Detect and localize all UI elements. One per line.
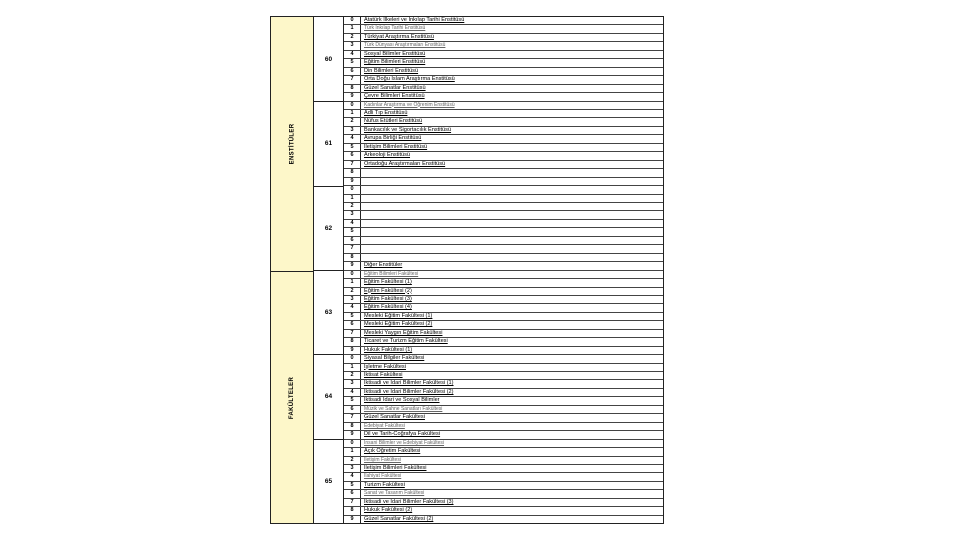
table-row [344,254,663,262]
row-name [361,228,663,235]
row-name [361,178,663,185]
table-row [344,25,663,33]
row-digit: 3 [344,465,361,472]
table-row [344,34,663,42]
table-row [344,211,663,219]
row-name: İktisadi ve İdari Bilimler Fakültesi (1) [364,380,454,387]
row-digit: 9 [344,431,361,438]
row-name: Mesleki Eğitim Fakültesi (1) [364,312,433,319]
table-row [344,338,663,346]
table-row [344,178,663,186]
table-row [344,59,663,67]
row-name: İşletme Fakültesi [364,363,406,370]
row-name [361,220,663,227]
table-row [344,102,663,110]
row-name: İletişim Bilimleri Enstitüsü [364,143,428,150]
row-digit: 1 [344,364,361,371]
row-digit: 6 [344,68,361,75]
table-row [344,220,663,228]
table-row [344,473,663,481]
row-name: Siyasal Bilgiler Fakültesi [364,355,425,362]
row-digit: 7 [344,414,361,421]
row-name [361,237,663,244]
row-digit: 5 [344,313,361,320]
table-row [344,228,663,236]
row-name: Mesleki Yaygın Eğitim Fakültesi [364,329,443,336]
row-digit: 0 [344,186,361,193]
row-name: İktisadi ve İdari Bilimler Fakültesi (2) [364,388,454,395]
table-row [344,245,663,253]
row-name: Avrupa Birliği Enstitüsü [364,135,422,142]
row-digit: 9 [344,347,361,354]
row-name: Hukuk Fakültesi (2) [364,507,413,514]
row-name: Adli Tıp Enstitüsü [364,109,408,116]
table-row [344,144,663,152]
row-digit: 2 [344,118,361,125]
row-name: Edebiyat Fakültesi [364,422,405,429]
row-digit: 9 [344,93,361,100]
row-digit: 4 [344,51,361,58]
row-name: Sosyal Bilimler Enstitüsü [364,50,426,57]
row-digit: 8 [344,507,361,514]
row-name: Sanat ve Tasarım Fakültesi [364,490,425,497]
table-row [344,296,663,304]
row-digit: 1 [344,195,361,202]
row-digit: 4 [344,473,361,480]
row-digit: 3 [344,380,361,387]
row-name: İletişim Fakültesi [364,456,401,463]
row-digit: 3 [344,127,361,134]
table-row [344,330,663,338]
group-code: 64 [314,354,343,438]
table-row [344,313,663,321]
table-row [344,516,663,524]
row-digit: 8 [344,254,361,261]
row-name [361,195,663,202]
row-name: Eğitim Fakültesi (3) [364,295,412,302]
table-row [344,321,663,329]
row-digit: 5 [344,228,361,235]
row-name [361,169,663,176]
row-digit: 9 [344,262,361,269]
category-label: ENSTİTÜLER [288,123,295,165]
category-label: FAKÜLTELER [289,376,296,419]
row-digit: 4 [344,389,361,396]
row-name: İlahiyat Fakültesi [364,473,402,480]
category-faculties [271,271,313,523]
table-row [344,482,663,490]
row-name [361,245,663,252]
table-row [344,372,663,380]
group-code: 65 [314,439,343,523]
table-row [344,380,663,388]
row-name: Çevre Bilimleri Enstitüsü [364,93,425,100]
row-digit: 6 [344,321,361,328]
row-digit: 0 [344,271,361,278]
table-row [344,186,663,194]
table-row [344,118,663,126]
row-digit: 5 [344,59,361,66]
table-row [344,237,663,245]
category-institutes [271,17,313,271]
table-row [344,135,663,143]
row-digit: 0 [344,440,361,447]
table-row [344,288,663,296]
row-name: Ticaret ve Turizm Eğitim Fakültesi [364,338,448,345]
table-row [344,93,663,101]
table-row [344,17,663,25]
table-row [344,431,663,439]
table-row [344,465,663,473]
row-name: Diğer Enstitüler [364,262,403,269]
row-digit: 7 [344,161,361,168]
table-row [344,169,663,177]
row-name: Eğitim Bilimleri Enstitüsü [364,59,426,66]
row-digit: 6 [344,237,361,244]
group-code: 60 [324,55,333,63]
table-row [344,152,663,160]
table-row [344,507,663,515]
row-digit: 0 [344,355,361,362]
row-digit: 9 [344,516,361,524]
row-digit: 5 [344,144,361,151]
row-digit: 5 [344,397,361,404]
row-name: İktisat Fakültesi [364,372,403,379]
row-name: Açık Öğretim Fakültesi [364,448,421,455]
table-row [344,304,663,312]
row-digit: 3 [344,211,361,218]
table-row [344,279,663,287]
row-name: Hukuk Fakültesi (1) [364,346,413,353]
row-digit: 2 [344,203,361,210]
row-digit: 1 [344,448,361,455]
table-row [344,490,663,498]
group-code: 63 [314,270,343,354]
row-name [361,211,663,218]
table-row [344,68,663,76]
row-digit: 1 [344,110,361,117]
row-digit: 1 [344,25,361,32]
row-digit: 4 [344,304,361,311]
row-name: İktisadi İdari ve Sosyal Bilimler [364,397,440,404]
group-code: 62 [314,186,343,270]
row-name: Mesleki Eğitim Fakültesi (2) [364,321,433,328]
row-digit: 7 [344,76,361,83]
row-name: Din Bilimleri Enstitüsü [364,67,419,74]
row-digit: 0 [344,17,361,24]
table-row [344,499,663,507]
row-name: Türk İnkılap Tarihi Enstitüsü [364,25,426,32]
row-digit: 2 [344,372,361,379]
classification-table [270,16,664,524]
row-name: Eğitim Fakültesi (4) [364,304,412,311]
row-name: İnsani Bilimler ve Edebiyat Fakültesi [364,439,445,446]
row-digit: 8 [344,85,361,92]
row-name: Orta Doğu İslam Araştırma Enstitüsü [364,76,455,83]
row-digit: 7 [344,330,361,337]
row-name [361,203,663,210]
row-digit: 0 [344,102,361,109]
row-digit: 4 [344,220,361,227]
row-digit: 5 [344,482,361,489]
row-digit: 9 [344,178,361,185]
table-row [344,457,663,465]
table-row [344,414,663,422]
table-row [344,440,663,448]
table-row [344,85,663,93]
row-name: Türkiyat Araştırma Enstitüsü [364,33,434,40]
row-name: Eğitim Fakültesi (1) [364,279,412,286]
row-name: Bankacılık ve Sigortacılık Enstitüsü [364,126,452,133]
table-row [344,347,663,355]
row-name: Güzel Sanatlar Fakültesi [364,414,425,421]
table-row [344,51,663,59]
group-code: 61 [314,101,343,185]
row-name: İktisadi ve İdari Bilimler Fakültesi (3) [364,498,454,505]
row-name: Dil ve Tarih-Coğrafya Fakültesi [364,431,441,438]
row-name: Turizm Fakültesi [364,481,405,488]
row-digit: 6 [344,406,361,413]
table-row [344,423,663,431]
row-digit: 1 [344,279,361,286]
table-row [344,262,663,270]
row-name [361,254,663,261]
row-digit: 7 [344,499,361,506]
row-digit: 7 [344,245,361,252]
table-row [344,448,663,456]
row-digit: 4 [344,135,361,142]
table-row [344,161,663,169]
row-name: Ortadoğu Araştırmaları Enstitüsü [364,160,446,167]
table-row [344,110,663,118]
row-name: Güzel Sanatlar Enstitüsü [364,84,426,91]
row-name: Eğitim Bilimleri Fakültesi [364,270,419,277]
table-row [344,271,663,279]
table-row [344,406,663,414]
table-row [344,389,663,397]
table-row [344,203,663,211]
row-digit: 8 [344,423,361,430]
row-name: Nüfus Etütleri Enstitüsü [364,118,423,125]
row-name: Türk Dünyası Araştırmaları Enstitüsü [364,42,446,49]
row-digit: 6 [344,152,361,159]
row-name [361,186,663,193]
row-digit: 3 [344,42,361,49]
table-row [344,127,663,135]
row-name: Arkeoloji Enstitüsü [364,152,411,159]
row-digit: 8 [344,338,361,345]
row-digit: 2 [344,288,361,295]
table-row [344,355,663,363]
row-digit: 2 [344,457,361,464]
row-digit: 2 [344,34,361,41]
rows-column [344,17,663,523]
row-name: Atatürk İlkeleri ve İnkılap Tarihi Enstitüsü [364,17,465,23]
table-row [344,364,663,372]
row-name: Kadınlar Araştırma ve Öğrenim Enstitüsü [364,101,455,108]
row-digit: 8 [344,169,361,176]
table-row [344,195,663,203]
row-name: Eğitim Fakültesi (2) [364,287,412,294]
row-name: Müzik ve Sahne Sanatları Fakültesi [364,405,443,412]
table-row [344,397,663,405]
row-name: İletişim Bilimleri Fakültesi [364,465,427,472]
category-column [271,17,314,523]
table-row [344,76,663,84]
row-name: Güzel Sanatlar Fakültesi (2) [364,515,434,522]
row-digit: 6 [344,490,361,497]
row-digit: 3 [344,296,361,303]
code-column [314,17,344,523]
table-row [344,42,663,50]
